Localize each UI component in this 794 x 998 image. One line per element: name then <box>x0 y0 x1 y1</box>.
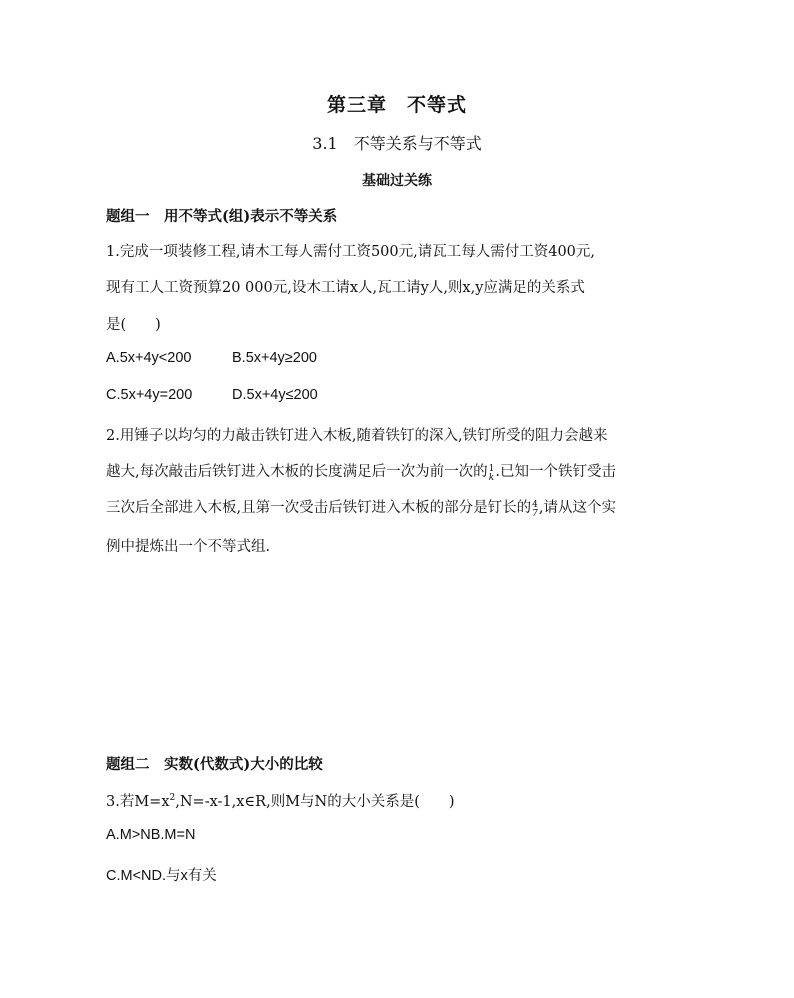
question-2-line-4: 例中提炼出一个不等式组. <box>106 539 271 555</box>
question-3-options-ab: A.M>NB.M=N <box>106 827 196 843</box>
question-1-line-3: 是( ) <box>106 317 161 333</box>
subtitle: 基础过关练 <box>362 173 432 189</box>
fraction-denominator: k <box>488 473 495 484</box>
question-2-line-2-tail: .已知一个铁钉受击 <box>495 464 616 480</box>
question-1-option-a: A.5x+4y<200 <box>106 350 192 366</box>
question-3-line-1 <box>106 790 455 811</box>
question-3-options-cd: C.M<ND.与x有关 <box>106 868 217 884</box>
question-1-line-1: 1.完成一项装修工程,请木工每人需付工资500元,请瓦工每人需付工资400元, <box>106 244 596 260</box>
fraction-numerator: 4 <box>532 500 538 511</box>
fraction-one-over-k <box>489 465 495 483</box>
section-title: 3.1 不等关系与不等式 <box>312 134 482 153</box>
group-one-title: 题组一 用不等式(组)表示不等关系 <box>106 208 338 225</box>
question-1-option-b: B.5x+4y≥200 <box>232 350 317 366</box>
chapter-title: 第三章 不等式 <box>326 94 467 116</box>
question-2-line-2 <box>106 460 616 483</box>
group-two-title: 题组二 实数(代数式)大小的比较 <box>106 756 323 773</box>
fraction-denominator: 7 <box>532 509 538 520</box>
question-2-line-2-text: 越大,每次敲击后铁钉进入木板的长度满足后一次为前一次的 <box>106 464 488 480</box>
question-3-text-start: 3.若M=x <box>106 794 170 810</box>
question-2-line-3 <box>106 496 616 519</box>
fraction-numerator: 1 <box>488 464 495 475</box>
question-2-line-3-text: 三次后全部进入木板,且第一次受击后铁钉进入木板的部分是钉长的 <box>106 500 532 516</box>
question-2-line-1: 2.用锤子以均匀的力敲击铁钉进入木板,随着铁钉的深入,铁钉所受的阻力会越来 <box>106 428 608 444</box>
superscript-exponent: 2 <box>169 793 176 804</box>
fraction-four-sevenths <box>532 501 538 519</box>
question-3-text-end: ,N=-x-1,x∈R,则M与N的大小关系是( ) <box>175 794 455 810</box>
question-1-option-c: C.5x+4y=200 <box>106 387 193 403</box>
question-2-line-3-tail: ,请从这个实 <box>538 500 616 516</box>
question-1-line-2: 现有工人工资预算20 000元,设木工请x人,瓦工请y人,则x,y应满足的关系式 <box>106 280 585 296</box>
question-1-option-d: D.5x+4y≤200 <box>232 387 318 403</box>
